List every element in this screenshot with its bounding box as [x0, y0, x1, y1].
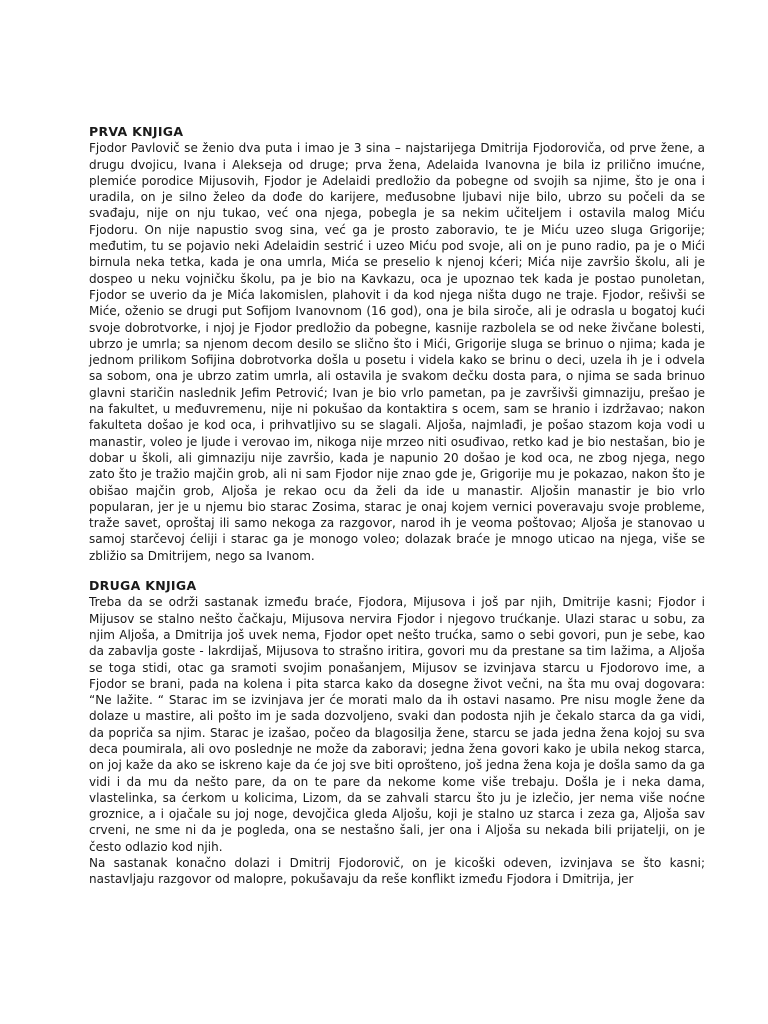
paragraph: Treba da se održi sastanak između braće, Fjodora, Mijusova i još par njih, Dmitrije kasni; Fjodor i Mijusov se stalno nešto čačkaju, Mijusova nervira Fjodor i njegovo trućkanje. Ulazi starac u sobu, za njim Aljoša, a Dmitrija još uvek nema, Fjodor opet nešto trućka, samo o sebi govori, pun je sebe, kao da zabavlja goste - lakrdijaš, Mijusova to strašno iritira, govori mu da prestane sa tim lažima, a Aljoša se toga stidi, otac ga sramoti svojim ponašanjem, Mijusov se izvinjava starcu u Fjodorovo ime, a Fjodor se brani, pada na kolena i pita starca kako da dosegne život večni, na šta mu ovaj dogovara: “Ne lažite. “ Starac im se izvinjava jer će morati malo da ih ostavi nasamo. Pre nisu mogle žene da dolaze u mastire, ali pošto im je sada dozvoljeno, svaki dan podosta njih je čekalo starca da ga vidi, da popriča sa njim. Starac je izašao, počeo da blagosilja žene, starcu se jada jedna žena kojoj su sva deca poumirala, ali ovo poslednje ne može da zaboravi; jedna žena govori kako je ubila nekog starca, on joj kaže da ako se iskreno kaje da će joj sve biti oprošteno, još jedna žena koja je došla samo da ga vidi i da mu da nešto pare, da on te pare da nekome kome više trebaju. Došla je i neka dama, vlastelinka, sa ćerkom u kolicima, Lizom, da se zahvali starcu što ju je izlečio, jer nema više noćne groznice, a i ojačale su joj noge, devojčica gleda Aljošu, koji je stalno uz starca i zeza ga, Aljoša sav crveni, ne sme ni da je pogleda, ona se nestašno šali, jer ona i Aljoša su nekada bili prijatelji, on je često odlazio kod njih. [89, 595, 705, 854]
section-druga-knjiga [89, 578, 705, 888]
document-page [89, 124, 705, 888]
section-heading: PRVA KNJIGA [89, 124, 184, 139]
section-prva-knjiga [89, 124, 705, 564]
paragraph: Na sastanak konačno dolazi i Dmitrij Fjodorovič, on je kicoški odeven, izvinjava se što kasni; nastavljaju razgovor od malopre, pokušavaju da reše konflikt između Fjodora i Dmitrija, jer [89, 856, 705, 887]
paragraph: Fjodor Pavlovič se ženio dva puta i imao je 3 sina – najstarijega Dmitrija Fjodoroviča, od prve žene, a drugu dvojicu, Ivana i Alekseja od druge; prva žena, Adelaida Ivanovna je bila iz prilično imućne, plemiće porodice Mijusovih, Fjodor je Adelaidi predložio da pobegne od svojih sa njime, što je ona i uradila, on je silno želeo da dođe do karijere, međusobne ljubavi nije bilo, ubrzo su počeli da se svađaju, nije on nju tukao, već ona njega, pobegla je sa nekim učiteljem i ostavila malog Miću Fjodoru. On nije napustio svog sina, već ga je prosto zaboravio, te je Miću uzeo sluga Grigorije; međutim, tu se pojavio neki Adelaidin sestrić i uzeo Miću pod svoje, ali on je puno radio, pa je o Mići birnula neka tetka, kada je ona umrla, Mića se preselio k njenoj kćeri; Mića nije završio školu, ali je dospeo u neku vojničku školu, pa je bio na Kavkazu, oca je upoznao tek kada je postao punoletan, Fjodor se uverio da je Mića lakomislen, plahovit i da kod njega ništa dugo ne traje. Fjodor, rešivši se Miće, oženio se drugi put Sofijom Ivanovnom (16 god), ona je bila siroče, ali je odrasla u bogatoj kući svoje dobrotvorke, i njoj je Fjodor predložio da pobegne, kasnije razbolela se od neke živčane bolesti, ubrzo je umrla; sa njenom decom desilo se slično što i Mići, Grigorije sluga se brinuo o njima; kada je jednom prilikom Sofijina dobrotvorka došla u posetu i videla kako se brinu o deci, uzela ih je i odvela sa sobom, ona je ubrzo zatim umrla, ali ostavila je svakom dečku dosta para, o njima se sada brinuo glavni staričin naslednik Jefim Petrović; Ivan je bio vrlo pametan, pa je završivši gimnaziju, prešao je na fakultet, u međuvremenu, nije ni pokušao da kontaktira s ocem, sam se hranio i izdržavao; nakon fakulteta došao je kod oca, i prihvatljivo su se slagali. Aljoša, najmlađi, je pošao stazom koja vodi u manastir, voleo je ljude i verovao im, nikoga nije mrzeo niti osuđivao, retko kad je bio nestašan, bio je dobar u školi, ali gimnaziju nije završio, kada je napunio 20 došao je kod oca, ne zbog njega, nego zato što je tražio majčin grob, ali ni sam Fjodor nije znao gde je, Grigorije mu je pokazao, nakon što je obišao majčin grob, Aljoša je rekao ocu da želi da ide u manastir. Aljošin manastir je bio vrlo popularan, jer je u njemu bio starac Zosima, starac je onaj kojem vernici poveravaju svoje probleme, traže savet, oproštaj ili samo nekoga za razgovor, narod ih je veoma poštovao; Aljoša je stanovao u samoj starčevoj ćeliji i starac ga je monogo voleo; dolazak braće je mnogo uticao na njega, više se zbližio sa Dmitrijem, nego sa Ivanom. [89, 141, 705, 563]
section-body [89, 594, 705, 887]
section-heading: DRUGA KNJIGA [89, 578, 197, 594]
section-divider [89, 564, 705, 578]
section-body [89, 140, 705, 564]
